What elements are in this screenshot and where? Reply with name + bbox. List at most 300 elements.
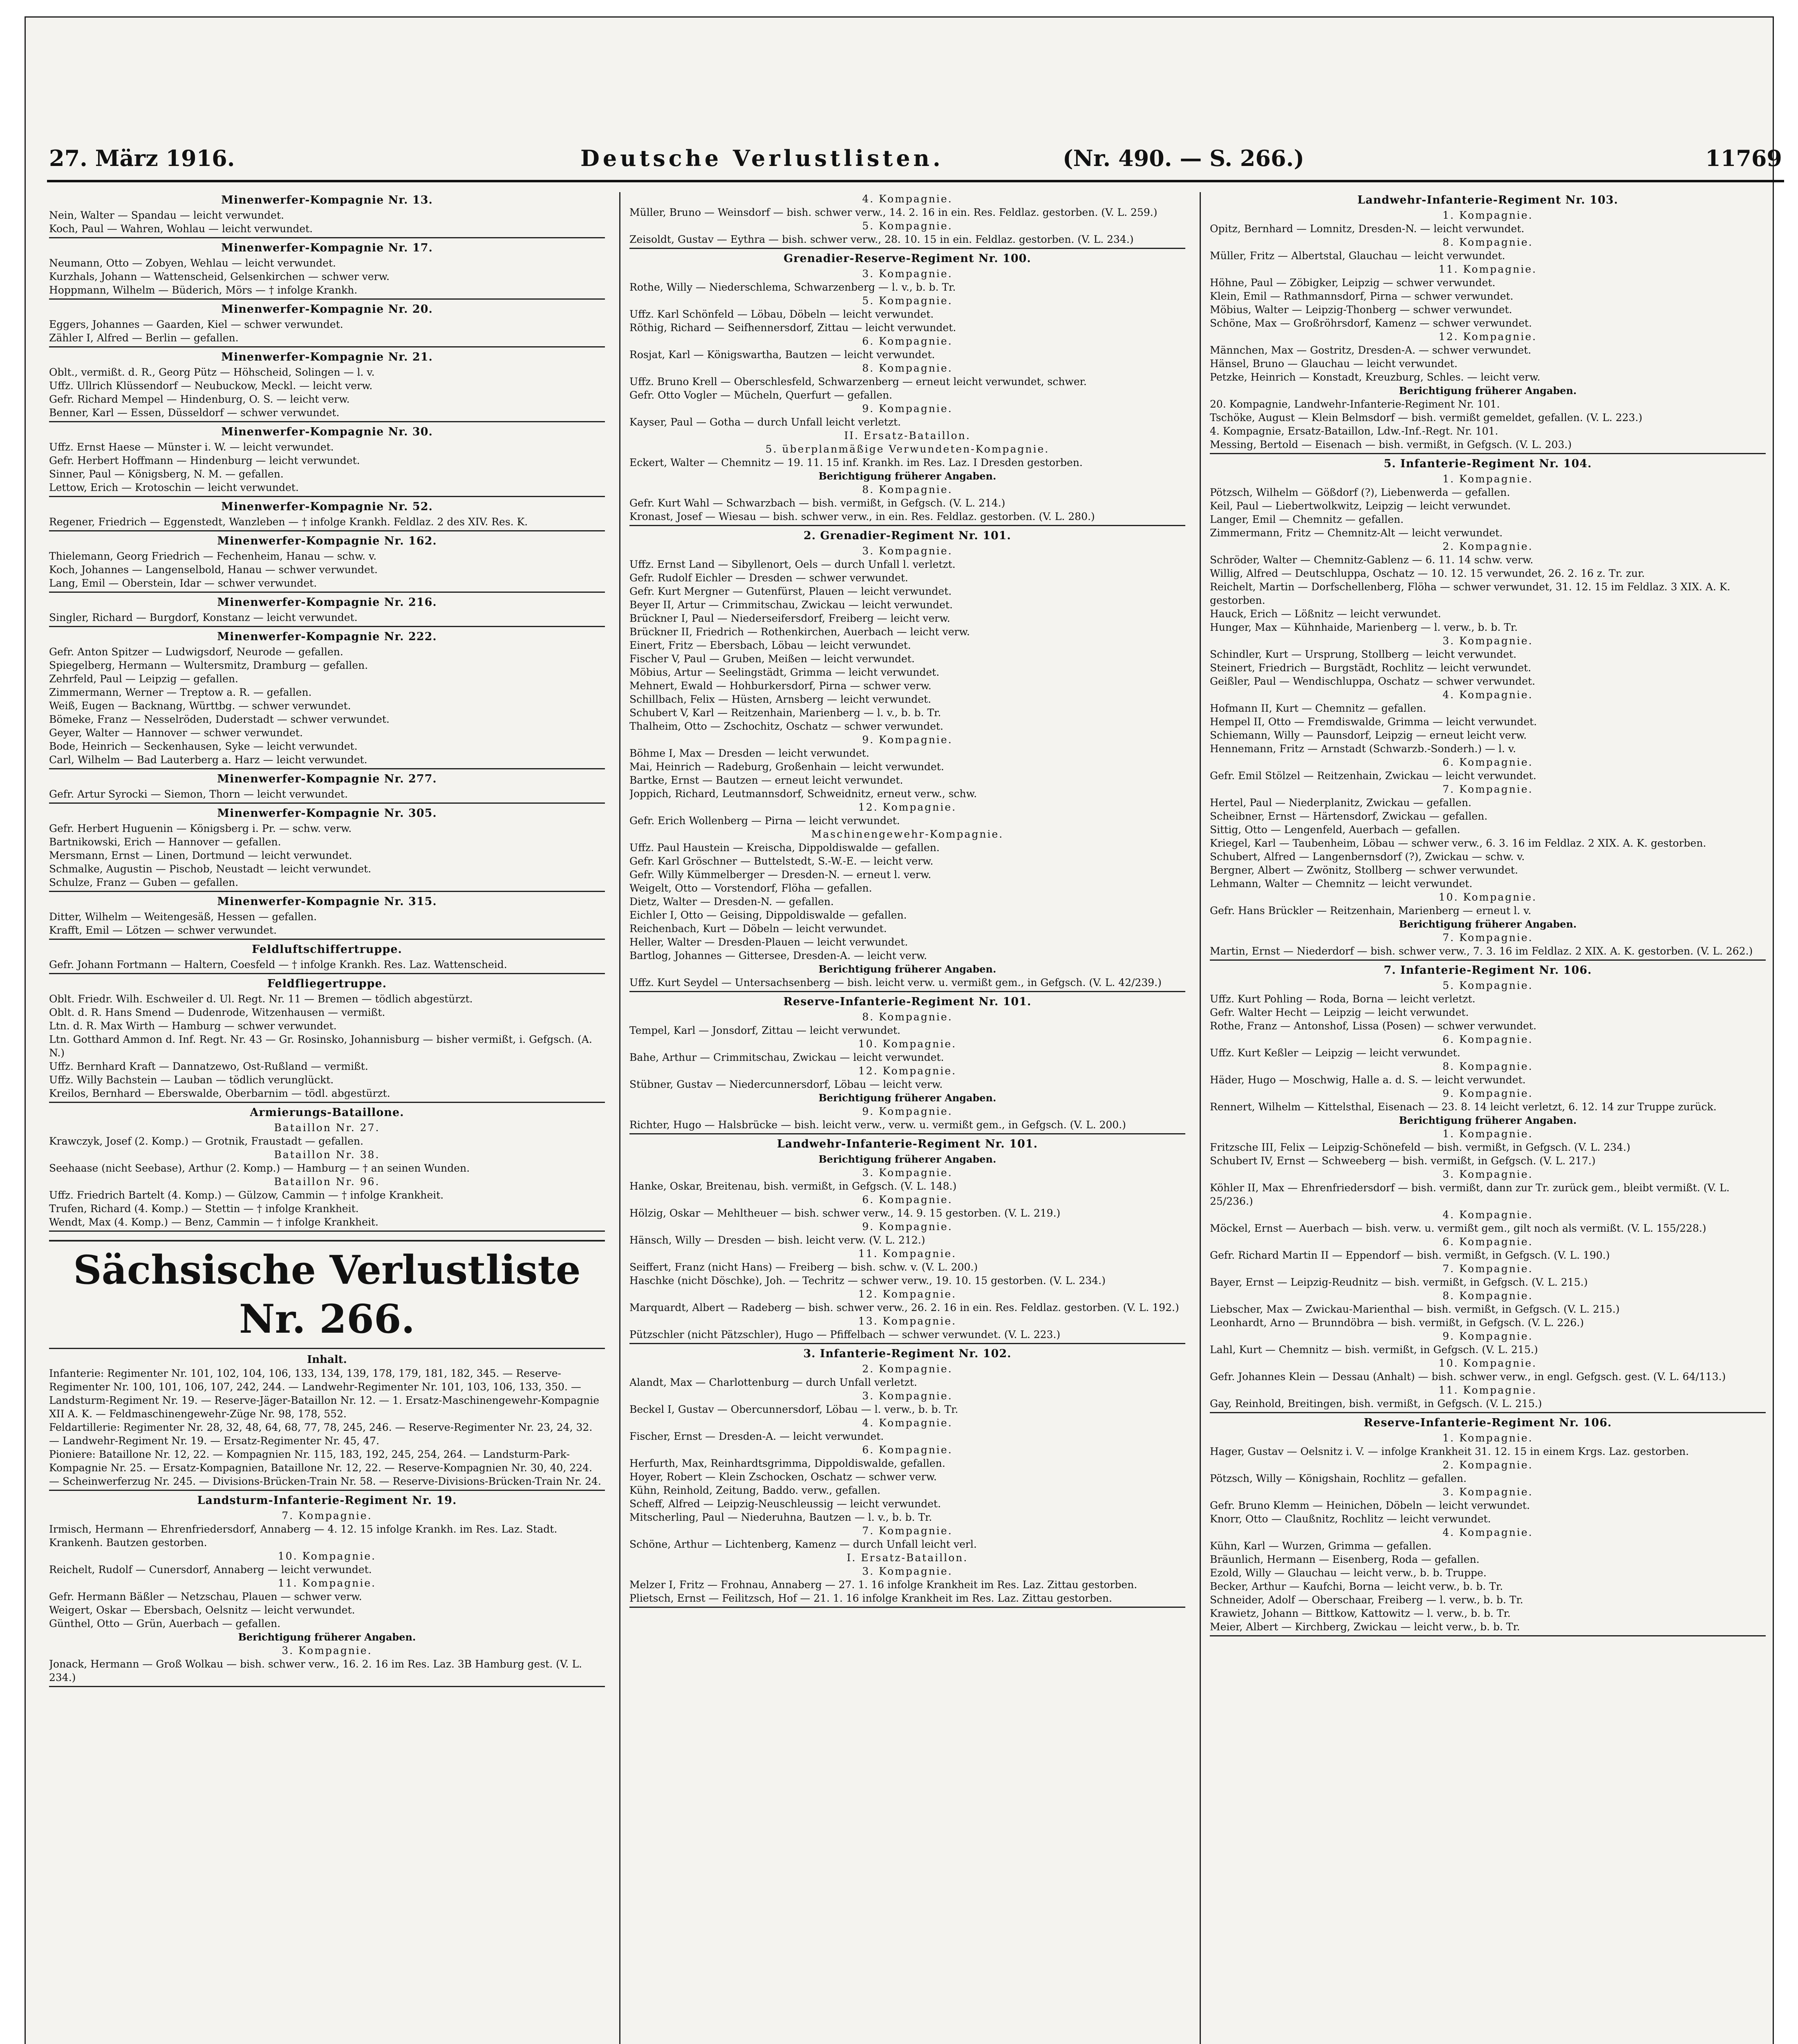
casualty-entry: Plietsch, Ernst — Feilitzsch, Hof — 21. 1. 16 infolge Krankheit im Res. Laz. Zittau gestorben. bbox=[629, 1592, 1112, 1604]
casualty-entry: Hunger, Max — Kühnhaide, Marienberg — l. verw., b. b. Tr. bbox=[1210, 621, 1518, 633]
section-title: Minenwerfer-Kompagnie Nr. 305. bbox=[217, 807, 437, 820]
casualty-entry: Geißler, Paul — Wendischluppa, Oschatz — schwer verwundet. bbox=[1210, 675, 1536, 687]
company-heading: Bataillon Nr. 96. bbox=[274, 1176, 380, 1188]
casualty-entry: Hoppmann, Wilhelm — Büderich, Mörs — † infolge Krankh. bbox=[49, 284, 358, 296]
section-title: 2. Grenadier-Regiment Nr. 101. bbox=[804, 529, 1011, 542]
company-heading: 7. Kompagnie. bbox=[1442, 1263, 1533, 1275]
company-heading: 10. Kompagnie. bbox=[278, 1550, 376, 1562]
casualty-section bbox=[49, 1353, 605, 1491]
casualty-entry: Nein, Walter — Spandau — leicht verwundet. bbox=[49, 209, 284, 221]
casualty-entry: Krafft, Emil — Lötzen — schwer verwundet. bbox=[49, 924, 277, 936]
casualty-entry: Marquardt, Albert — Radeberg — bish. schwer verw., 26. 2. 16 in ein. Res. Feldlaz. gestorben. (V. L. 192.) bbox=[629, 1302, 1179, 1313]
casualty-entry: Willig, Alfred — Deutschluppa, Oschatz — 10. 12. 15 verwundet, 26. 2. 16 z. Tr. zur. bbox=[1210, 567, 1645, 579]
casualty-entry: Männchen, Max — Gostritz, Dresden-A. — schwer verwundet. bbox=[1210, 344, 1532, 356]
casualty-entry: Uffz. Bruno Krell — Oberschlesfeld, Schwarzenberg — erneut leicht verwundet, schwer. bbox=[629, 376, 1087, 388]
casualty-entry: Oblt., vermißt. d. R., Georg Pütz — Höhscheid, Solingen — l. v. bbox=[49, 366, 375, 378]
casualty-entry: Kriegel, Karl — Taubenheim, Löbau — schwer verw., 6. 3. 16 im Feldlaz. 2 XIX. A. K. gestorben. bbox=[1210, 837, 1706, 849]
company-heading: 3. Kompagnie. bbox=[1442, 1486, 1533, 1498]
casualty-entry: Hänsch, Willy — Dresden — bish. leicht verw. (V. L. 212.) bbox=[629, 1234, 925, 1246]
company-heading: 4. Kompagnie. bbox=[1442, 1526, 1533, 1538]
company-heading: 8. Kompagnie. bbox=[862, 362, 953, 374]
correction-heading: Berichtigung früherer Angaben. bbox=[818, 470, 996, 482]
casualty-entry: Schöne, Arthur — Lichtenberg, Kamenz — durch Unfall leicht verl. bbox=[629, 1538, 977, 1550]
company-heading: 3. Kompagnie. bbox=[862, 1390, 953, 1402]
company-heading: 13. Kompagnie. bbox=[858, 1315, 957, 1327]
casualty-entry: Neumann, Otto — Zobyen, Wehlau — leicht verwundet. bbox=[49, 257, 336, 269]
casualty-entry: Trufen, Richard (4. Komp.) — Stettin — † infolge Krankheit. bbox=[49, 1203, 359, 1215]
casualty-entry: Jonack, Hermann — Groß Wolkau — bish. schwer verw., 16. 2. 16 im Res. Laz. 3B Hamburg gest. (V. L. 234.) bbox=[49, 1658, 585, 1683]
casualty-entry: Fischer V, Paul — Gruben, Meißen — leicht verwundet. bbox=[629, 653, 915, 665]
company-heading: 8. Kompagnie. bbox=[862, 1011, 953, 1023]
casualty-entry: Lettow, Erich — Krotoschin — leicht verwundet. bbox=[49, 482, 299, 493]
company-heading: 3. Kompagnie. bbox=[862, 545, 953, 557]
casualty-entry: Bartke, Ernst — Bautzen — erneut leicht verwundet. bbox=[629, 774, 903, 786]
casualty-entry: Sinner, Paul — Königsberg, N. M. — gefallen. bbox=[49, 468, 284, 480]
casualty-entry: Gefr. Karl Gröschner — Buttelstedt, S.-W.-E. — leicht verw. bbox=[629, 855, 934, 867]
casualty-entry: Heller, Walter — Dresden-Plauen — leicht verwundet. bbox=[629, 936, 908, 948]
header-rule bbox=[47, 180, 1784, 182]
casualty-entry: Lahl, Kurt — Chemnitz — bish. vermißt, in Gefgsch. (V. L. 215.) bbox=[1210, 1344, 1538, 1356]
section-title: Feldfliegertruppe. bbox=[267, 977, 387, 990]
casualty-entry: Pützschler (nicht Pätzschler), Hugo — Pfiffelbach — schwer verwundet. (V. L. 223.) bbox=[629, 1329, 1061, 1340]
casualty-entry: Fischer, Ernst — Dresden-A. — leicht verwundet. bbox=[629, 1430, 884, 1442]
company-heading: 4. Kompagnie. bbox=[862, 193, 953, 205]
column-1 bbox=[49, 192, 605, 2044]
header-date: 27. März 1916. bbox=[49, 145, 235, 171]
casualty-entry: Ezold, Willy — Glauchau — leicht verw., b. b. Truppe. bbox=[1210, 1567, 1487, 1579]
casualty-entry: Einert, Fritz — Ebersbach, Löbau — leicht verwundet. bbox=[629, 639, 911, 651]
casualty-entry: Schneider, Adolf — Oberschaar, Freiberg — l. verw., b. b. Tr. bbox=[1210, 1594, 1523, 1606]
casualty-entry: Möbius, Walter — Leipzig-Thonberg — schwer verwundet. bbox=[1210, 304, 1512, 316]
casualty-entry: Tschöke, August — Klein Belmsdorf — bish. vermißt gemeldet, gefallen. (V. L. 223.) bbox=[1210, 412, 1643, 424]
casualty-entry: Röthig, Richard — Seifhennersdorf, Zittau — leicht verwundet. bbox=[629, 322, 956, 334]
casualty-entry: Stübner, Gustav — Niedercunnersdorf, Löbau — leicht verw. bbox=[629, 1078, 943, 1090]
casualty-entry: Infanterie: Regimenter Nr. 101, 102, 104, 106, 133, 134, 139, 178, 179, 181, 182, 345. — Reserve-Regimenter Nr. 100, 101, 106, 107, 242, 244. — Landwehr-Regimenter Nr. 101, 103, 106, 133, 350. — Landsturm-Regiment Nr. 19. — Reserve-Jäger-Bataillon Nr. 12. — 1. Ersatz-Maschinengewehr-Kompagnie XII A. K. — Feldmaschinengewehr-Züge Nr. 98, 178, 552. bbox=[49, 1367, 602, 1420]
casualty-entry: Brückner II, Friedrich — Rothenkirchen, Auerbach — leicht verw. bbox=[629, 626, 970, 638]
company-heading: 6. Kompagnie. bbox=[862, 1444, 953, 1456]
company-heading: 8. Kompagnie. bbox=[1442, 1060, 1533, 1072]
casualty-entry: Pötzsch, Wilhelm — Gößdorf (?), Liebenwerda — gefallen. bbox=[1210, 486, 1510, 498]
casualty-entry: Hauck, Erich — Lößnitz — leicht verwundet. bbox=[1210, 608, 1441, 620]
casualty-entry: Gefr. Hans Brückler — Reitzenhain, Marienberg — erneut l. v. bbox=[1210, 905, 1532, 917]
section-title: 3. Infanterie-Regiment Nr. 102. bbox=[803, 1347, 1012, 1360]
section-title: 7. Infanterie-Regiment Nr. 106. bbox=[1384, 964, 1592, 977]
casualty-entry: Schubert, Alfred — Langenbernsdorf (?), Zwickau — schw. v. bbox=[1210, 851, 1525, 863]
casualty-entry: Beckel I, Gustav — Obercunnersdorf, Löbau — l. verw., b. b. Tr. bbox=[629, 1403, 958, 1415]
casualty-entry: Gefr. Willy Kümmelberger — Dresden-N. — erneut l. verw. bbox=[629, 869, 931, 881]
casualty-entry: Sittig, Otto — Lengenfeld, Auerbach — gefallen. bbox=[1210, 824, 1460, 836]
casualty-entry: Beyer II, Artur — Crimmitschau, Zwickau — leicht verwundet. bbox=[629, 599, 953, 611]
casualty-entry: Pötzsch, Willy — Königshain, Rochlitz — gefallen. bbox=[1210, 1472, 1467, 1484]
casualty-entry: Klein, Emil — Rathmannsdorf, Pirna — schwer verwundet. bbox=[1210, 290, 1514, 302]
casualty-entry: Oblt. d. R. Hans Smend — Dudenrode, Witzenhausen — vermißt. bbox=[49, 1006, 385, 1018]
casualty-entry: Thalheim, Otto — Zschochitz, Oschatz — schwer verwundet. bbox=[629, 720, 943, 732]
casualty-entry: Gefr. Anton Spitzer — Ludwigsdorf, Neurode — gefallen. bbox=[49, 646, 343, 658]
casualty-entry: Uffz. Ullrich Klüssendorf — Neubuckow, Meckl. — leicht verw. bbox=[49, 380, 373, 392]
casualty-entry: Gefr. Johann Fortmann — Haltern, Coesfeld — † infolge Krankh. Res. Laz. Wattenscheid. bbox=[49, 959, 507, 970]
casualty-entry: Dietz, Walter — Dresden-N. — gefallen. bbox=[629, 896, 834, 908]
casualty-entry: Spiegelberg, Hermann — Wultersmitz, Dramburg — gefallen. bbox=[49, 659, 368, 671]
casualty-entry: Keil, Paul — Liebertwolkwitz, Leipzig — leicht verwundet. bbox=[1210, 500, 1511, 512]
casualty-entry: Alandt, Max — Charlottenburg — durch Unfall verletzt. bbox=[629, 1376, 917, 1388]
casualty-entry: Regener, Friedrich — Eggenstedt, Wanzleben — † infolge Krankh. Feldlaz. 2 des XIV. Res. K. bbox=[49, 516, 528, 528]
casualty-entry: Zeisoldt, Gustav — Eythra — bish. schwer verw., 28. 10. 15 in ein. Feldlaz. gestorben. (V. L. 234.) bbox=[629, 233, 1134, 245]
casualty-entry: Gefr. Kurt Mergner — Gutenfürst, Plauen — leicht verwundet. bbox=[629, 585, 952, 597]
casualty-entry: Joppich, Richard, Leutmannsdorf, Schweidnitz, erneut verw., schw. bbox=[629, 788, 977, 800]
casualty-entry: Ltn. Gotthard Ammon d. Inf. Regt. Nr. 43 — Gr. Rosinsko, Johannisburg — bisher vermißt, i. Gefgsch. (A. N.) bbox=[49, 1033, 596, 1059]
casualty-entry: Hölzig, Oskar — Mehltheuer — bish. schwer verw., 14. 9. 15 gestorben. (V. L. 219.) bbox=[629, 1207, 1061, 1219]
company-heading: 6. Kompagnie. bbox=[1442, 1236, 1533, 1248]
section-title: Landwehr-Infanterie-Regiment Nr. 103. bbox=[1357, 194, 1618, 206]
correction-heading: Berichtigung früherer Angaben. bbox=[1399, 918, 1577, 930]
casualty-section bbox=[49, 630, 605, 769]
casualty-entry: Messing, Bertold — Eisenach — bish. vermißt, in Gefgsch. (V. L. 203.) bbox=[1210, 439, 1572, 450]
casualty-entry: Bartlog, Johannes — Gittersee, Dresden-A. — leicht verw. bbox=[629, 950, 927, 961]
casualty-entry: Wendt, Max (4. Komp.) — Benz, Cammin — † infolge Krankheit. bbox=[49, 1216, 378, 1228]
company-heading: 6. Kompagnie. bbox=[862, 1194, 953, 1206]
casualty-entry: Hager, Gustav — Oelsnitz i. V. — infolge Krankheit 31. 12. 15 in einem Krgs. Laz. gestorben. bbox=[1210, 1446, 1689, 1457]
casualty-section bbox=[49, 500, 605, 531]
company-heading: 11. Kompagnie. bbox=[858, 1248, 957, 1260]
section-title: Minenwerfer-Kompagnie Nr. 17. bbox=[221, 242, 433, 254]
section-title: Minenwerfer-Kompagnie Nr. 277. bbox=[217, 773, 437, 785]
casualty-entry: Bartnikowski, Erich — Hannover — gefallen. bbox=[49, 836, 281, 848]
casualty-section bbox=[49, 534, 605, 593]
company-heading: 11. Kompagnie. bbox=[278, 1577, 376, 1589]
casualty-entry: Opitz, Bernhard — Lomnitz, Dresden-N. — leicht verwundet. bbox=[1210, 223, 1525, 235]
casualty-entry: Gefr. Otto Vogler — Mücheln, Querfurt — gefallen. bbox=[629, 389, 893, 401]
column-divider bbox=[619, 192, 620, 2044]
casualty-entry: Uffz. Willy Bachstein — Lauban — tödlich verunglückt. bbox=[49, 1074, 334, 1086]
casualty-entry: Gefr. Kurt Wahl — Schwarzbach — bish. vermißt, in Gefgsch. (V. L. 214.) bbox=[629, 497, 1005, 509]
company-heading: 9. Kompagnie. bbox=[1442, 1330, 1533, 1342]
casualty-entry: Hertel, Paul — Niederplanitz, Zwickau — gefallen. bbox=[1210, 797, 1472, 809]
casualty-entry: Herfurth, Max, Reinhardtsgrimma, Dippoldiswalde, gefallen. bbox=[629, 1457, 945, 1469]
section-title: Reserve-Infanterie-Regiment Nr. 106. bbox=[1364, 1416, 1612, 1429]
company-heading: 8. Kompagnie. bbox=[1442, 236, 1533, 248]
company-heading: 12. Kompagnie. bbox=[858, 1065, 957, 1077]
company-heading: 7. Kompagnie. bbox=[1442, 783, 1533, 795]
casualty-entry: Singler, Richard — Burgdorf, Konstanz — leicht verwundet. bbox=[49, 612, 358, 623]
company-heading: Bataillon Nr. 38. bbox=[274, 1149, 380, 1161]
column-3 bbox=[1210, 192, 1766, 2044]
casualty-entry: Eichler I, Otto — Geising, Dippoldiswalde — gefallen. bbox=[629, 909, 907, 921]
casualty-entry: Möbius, Artur — Seelingstädt, Grimma — leicht verwundet. bbox=[629, 666, 940, 678]
casualty-entry: Schillbach, Felix — Hüsten, Arnsberg — leicht verwundet. bbox=[629, 693, 931, 705]
section-title: Armierungs-Bataillone. bbox=[250, 1106, 404, 1119]
casualty-section bbox=[49, 894, 605, 940]
casualty-entry: Gefr. Richard Martin II — Eppendorf — bish. vermißt, in Gefgsch. (V. L. 190.) bbox=[1210, 1249, 1610, 1261]
casualty-section bbox=[1210, 193, 1766, 454]
casualty-entry: Feldartillerie: Regimenter Nr. 28, 32, 48, 64, 68, 77, 78, 245, 246. — Reserve-Regimenter Nr. 23, 24, 32. — Landwehr-Regiment Nr. 19. — Ersatz-Regimenter Nr. 45, 47. bbox=[49, 1421, 596, 1447]
casualty-section bbox=[1210, 1416, 1766, 1636]
casualty-entry: Krawietz, Johann — Bittkow, Kattowitz — l. verw., b. b. Tr. bbox=[1210, 1607, 1511, 1619]
casualty-entry: Lehmann, Walter — Chemnitz — leicht verwundet. bbox=[1210, 878, 1473, 890]
casualty-entry: Bömeke, Franz — Nesselröden, Duderstadt — schwer verwundet. bbox=[49, 713, 390, 725]
company-heading: Bataillon Nr. 27. bbox=[274, 1122, 380, 1134]
casualty-entry: Mitscherling, Paul — Niederuhna, Bautzen — l. v., b. b. Tr. bbox=[629, 1511, 932, 1523]
casualty-entry: Zimmermann, Fritz — Chemnitz-Alt — leicht verwundet. bbox=[1210, 527, 1503, 539]
section-title: Grenadier-Reserve-Regiment Nr. 100. bbox=[784, 252, 1031, 265]
company-heading: 11. Kompagnie. bbox=[1438, 1384, 1537, 1396]
casualty-entry: Uffz. Bernhard Kraft — Dannatzewo, Ost-Rußland — vermißt. bbox=[49, 1060, 368, 1072]
casualty-entry: Köhler II, Max — Ehrenfriedersdorf — bish. vermißt, dann zur Tr. zurück gem., bleibt vermißt. (V. L. 25/236.) bbox=[1210, 1182, 1733, 1207]
casualty-entry: Becker, Arthur — Kaufchi, Borna — leicht verw., b. b. Tr. bbox=[1210, 1580, 1503, 1592]
casualty-section bbox=[49, 806, 605, 892]
casualty-entry: Gefr. Herbert Hoffmann — Hindenburg — leicht verwundet. bbox=[49, 455, 360, 466]
section-title: Minenwerfer-Kompagnie Nr. 222. bbox=[217, 630, 437, 643]
correction-heading: Berichtigung früherer Angaben. bbox=[238, 1631, 416, 1643]
casualty-entry: Uffz. Karl Schönfeld — Löbau, Döbeln — leicht verwundet. bbox=[629, 308, 934, 320]
casualty-entry: Pioniere: Bataillone Nr. 12, 22. — Kompagnien Nr. 115, 183, 192, 245, 254, 264. — Landsturm-Park-Kompagnie Nr. 25. — Ersatz-Kompagnien, Bataillone Nr. 12, 22. — Reserve-Kompagnien Nr. 30, 40, 224. — Scheinwerferzug Nr. 245. — Divisions-Brücken-Train Nr. 58. — Reserve-Divisions-Brücken-Train Nr. 24. bbox=[49, 1448, 601, 1487]
company-heading: 4. Kompagnie. bbox=[862, 1417, 953, 1429]
casualty-entry: Hennemann, Fritz — Arnstadt (Schwarzb.-Sonderh.) — l. v. bbox=[1210, 743, 1516, 755]
header-title: Deutsche Verlustlisten. bbox=[580, 145, 944, 171]
casualty-entry: Martin, Ernst — Niederdorf — bish. schwer verw., 7. 3. 16 im Feldlaz. 2 XIX. A. K. gestorben. (V. L. 262.) bbox=[1210, 945, 1753, 957]
casualty-entry: Seehaase (nicht Seebase), Arthur (2. Komp.) — Hamburg — † an seinen Wunden. bbox=[49, 1162, 470, 1174]
casualty-entry: Rothe, Franz — Antonshof, Lissa (Posen) — schwer verwundet. bbox=[1210, 1020, 1537, 1032]
casualty-entry: Ditter, Wilhelm — Weitengesäß, Hessen — gefallen. bbox=[49, 911, 317, 923]
casualty-entry: Knorr, Otto — Claußnitz, Rochlitz — leicht verwundet. bbox=[1210, 1513, 1491, 1525]
company-heading: 5. überplanmäßige Verwundeten-Kompagnie. bbox=[765, 443, 1050, 455]
casualty-section bbox=[629, 1347, 1185, 1608]
company-heading: 8. Kompagnie. bbox=[1442, 1290, 1533, 1302]
casualty-entry: Ltn. d. R. Max Wirth — Hamburg — schwer verwundet. bbox=[49, 1020, 337, 1032]
company-heading: 6. Kompagnie. bbox=[1442, 1033, 1533, 1045]
casualty-entry: Zehrfeld, Paul — Leipzig — gefallen. bbox=[49, 673, 239, 685]
casualty-section bbox=[629, 192, 1185, 249]
casualty-entry: Günthel, Otto — Grün, Auerbach — gefallen. bbox=[49, 1618, 281, 1629]
casualty-entry: Melzer I, Fritz — Frohnau, Annaberg — 27. 1. 16 infolge Krankheit im Res. Laz. Zittau gestorben. bbox=[629, 1579, 1137, 1591]
casualty-entry: Gefr. Hermann Bäßler — Netzschau, Plauen — schwer verw. bbox=[49, 1591, 362, 1602]
casualty-entry: Uffz. Ernst Land — Sibyllenort, Oels — durch Unfall l. verletzt. bbox=[629, 558, 956, 570]
company-heading: 1. Kompagnie. bbox=[1442, 1128, 1533, 1140]
list-title: Sächsische Verlustliste Nr. 266. bbox=[49, 1240, 605, 1349]
casualty-entry: Zähler I, Alfred — Berlin — gefallen. bbox=[49, 332, 239, 344]
section-title: Feldluftschiffertruppe. bbox=[252, 943, 402, 956]
casualty-entry: Fritzsche III, Felix — Leipzig-Schönefeld — bish. vermißt, in Gefgsch. (V. L. 234.) bbox=[1210, 1141, 1630, 1153]
casualty-section bbox=[49, 595, 605, 627]
casualty-entry: Brückner I, Paul — Niederseifersdorf, Freiberg — leicht verw. bbox=[629, 612, 950, 624]
column-2 bbox=[629, 192, 1185, 2044]
casualty-entry: Uffz. Friedrich Bartelt (4. Komp.) — Gülzow, Cammin — † infolge Krankheit. bbox=[49, 1189, 444, 1201]
casualty-entry: Schubert IV, Ernst — Schweeberg — bish. vermißt, in Gefgsch. (V. L. 217.) bbox=[1210, 1155, 1596, 1167]
casualty-entry: Leonhardt, Arno — Brunndöbra — bish. vermißt, in Gefgsch. (V. L. 226.) bbox=[1210, 1317, 1584, 1329]
casualty-entry: Krawczyk, Josef (2. Komp.) — Grotnik, Fraustadt — gefallen. bbox=[49, 1135, 364, 1147]
casualty-section bbox=[49, 1493, 605, 1687]
column-divider bbox=[1200, 192, 1201, 2044]
company-heading: Maschinengewehr-Kompagnie. bbox=[811, 828, 1004, 840]
company-heading: II. Ersatz-Bataillon. bbox=[844, 430, 971, 442]
company-heading: 4. Kompagnie. bbox=[1442, 1209, 1533, 1221]
casualty-entry: Eggers, Johannes — Gaarden, Kiel — schwer verwundet. bbox=[49, 318, 343, 330]
casualty-entry: Rennert, Wilhelm — Kittelsthal, Eisenach — 23. 8. 14 leicht verletzt, 6. 12. 14 zur Truppe zurück. bbox=[1210, 1101, 1717, 1113]
casualty-entry: Bode, Heinrich — Seckenhausen, Syke — leicht verwundet. bbox=[49, 740, 358, 752]
casualty-entry: 20. Kompagnie, Landwehr-Infanterie-Regiment Nr. 101. bbox=[1210, 398, 1500, 410]
casualty-entry: Bayer, Ernst — Leipzig-Reudnitz — bish. vermißt, in Gefgsch. (V. L. 215.) bbox=[1210, 1276, 1588, 1288]
casualty-entry: Gefr. Erich Wollenberg — Pirna — leicht verwundet. bbox=[629, 815, 900, 827]
casualty-section bbox=[49, 942, 605, 974]
company-heading: 2. Kompagnie. bbox=[1442, 540, 1533, 552]
casualty-entry: Uffz. Kurt Pohling — Roda, Borna — leicht verletzt. bbox=[1210, 993, 1476, 1005]
company-heading: I. Ersatz-Bataillon. bbox=[846, 1552, 968, 1564]
casualty-entry: Liebscher, Max — Zwickau-Marienthal — bish. vermißt, in Gefgsch. (V. L. 215.) bbox=[1210, 1303, 1620, 1315]
casualty-entry: Häder, Hugo — Moschwig, Halle a. d. S. — leicht verwundet. bbox=[1210, 1074, 1526, 1086]
casualty-entry: Schiemann, Willy — Paunsdorf, Leipzig — erneut leicht verw. bbox=[1210, 729, 1527, 741]
company-heading: 2. Kompagnie. bbox=[1442, 1459, 1533, 1471]
casualty-entry: Geyer, Walter — Hannover — schwer verwundet. bbox=[49, 727, 303, 739]
casualty-section bbox=[49, 302, 605, 347]
casualty-entry: Gefr. Johannes Klein — Dessau (Anhalt) — bish. schwer verw., in engl. Gefgsch. gest. (V. L. 64/113.) bbox=[1210, 1371, 1726, 1383]
casualty-entry: Schubert V, Karl — Reitzenhain, Marienberg — l. v., b. b. Tr. bbox=[629, 707, 941, 719]
correction-heading: Berichtigung früherer Angaben. bbox=[818, 1153, 996, 1165]
casualty-entry: Scheibner, Ernst — Härtensdorf, Zwickau — gefallen. bbox=[1210, 810, 1488, 822]
casualty-entry: Schöne, Max — Großröhrsdorf, Kamenz — schwer verwundet. bbox=[1210, 317, 1532, 329]
casualty-entry: Koch, Paul — Wahren, Wohlau — leicht verwundet. bbox=[49, 223, 313, 235]
casualty-entry: Zimmermann, Werner — Treptow a. R. — gefallen. bbox=[49, 686, 312, 698]
casualty-entry: Möckel, Ernst — Auerbach — bish. verw. u. vermißt gem., gilt noch als vermißt. (V. L. 155/228.) bbox=[1210, 1222, 1706, 1234]
casualty-entry: Kronast, Josef — Wiesau — bish. schwer verw., in ein. Res. Feldlaz. gestorben. (V. L. 280.) bbox=[629, 511, 1095, 522]
casualty-entry: Weiß, Eugen — Backnang, Württbg. — schwer verwundet. bbox=[49, 700, 351, 712]
casualty-entry: Schmalke, Augustin — Pischob, Neustadt — leicht verwundet. bbox=[49, 863, 372, 875]
header-page-number: 11769 bbox=[1705, 145, 1782, 171]
company-heading: 3. Kompagnie. bbox=[862, 268, 953, 280]
casualty-entry: Bräunlich, Hermann — Eisenberg, Roda — gefallen. bbox=[1210, 1553, 1480, 1565]
casualty-entry: Rosjat, Karl — Königswartha, Bautzen — leicht verwundet. bbox=[629, 349, 935, 361]
section-title: Minenwerfer-Kompagnie Nr. 21. bbox=[221, 351, 433, 363]
casualty-entry: Schulze, Franz — Guben — gefallen. bbox=[49, 876, 239, 888]
company-heading: 7. Kompagnie. bbox=[282, 1510, 372, 1522]
casualty-entry: Schindler, Kurt — Ursprung, Stollberg — leicht verwundet. bbox=[1210, 648, 1517, 660]
casualty-entry: Uffz. Kurt Keßler — Leipzig — leicht verwundet. bbox=[1210, 1047, 1460, 1059]
company-heading: 12. Kompagnie. bbox=[858, 801, 957, 813]
section-title: Minenwerfer-Kompagnie Nr. 162. bbox=[217, 535, 437, 547]
casualty-entry: Seiffert, Franz (nicht Hans) — Freiberg — bish. schw. v. (V. L. 200.) bbox=[629, 1261, 978, 1273]
casualty-entry: Uffz. Paul Haustein — Kreischa, Dippoldiswalde — gefallen. bbox=[629, 842, 940, 854]
casualty-section bbox=[49, 1105, 605, 1232]
casualty-section bbox=[49, 193, 605, 238]
company-heading: 1. Kompagnie. bbox=[1442, 209, 1533, 221]
company-heading: 1. Kompagnie. bbox=[1442, 1432, 1533, 1444]
company-heading: 10. Kompagnie. bbox=[1438, 1357, 1537, 1369]
section-title: Landsturm-Infanterie-Regiment Nr. 19. bbox=[197, 1494, 457, 1507]
casualty-section bbox=[49, 350, 605, 422]
correction-heading: Berichtigung früherer Angaben. bbox=[818, 963, 996, 975]
casualty-entry: Bergner, Albert — Zwönitz, Stollberg — schwer verwundet. bbox=[1210, 864, 1518, 876]
casualty-section bbox=[629, 995, 1185, 1134]
casualty-entry: Gefr. Walter Hecht — Leipzig — leicht verwundet. bbox=[1210, 1006, 1469, 1018]
casualty-section bbox=[49, 1240, 605, 1349]
casualty-entry: Gefr. Emil Stölzel — Reitzenhain, Zwickau — leicht verwundet. bbox=[1210, 770, 1536, 782]
casualty-entry: Tempel, Karl — Jonsdorf, Zittau — leicht verwundet. bbox=[629, 1024, 901, 1036]
casualty-entry: Böhme I, Max — Dresden — leicht verwundet. bbox=[629, 747, 869, 759]
casualty-entry: Meier, Albert — Kirchberg, Zwickau — leicht verw., b. b. Tr. bbox=[1210, 1621, 1520, 1633]
company-heading: 6. Kompagnie. bbox=[862, 335, 953, 347]
casualty-section bbox=[1210, 963, 1766, 1413]
company-heading: 7. Kompagnie. bbox=[1442, 932, 1533, 944]
casualty-entry: Reichelt, Martin — Dorfschellenberg, Flöha — schwer verwundet, 31. 12. 15 im Feldlaz. 3 XIX. A. K. gestorben. bbox=[1210, 581, 1734, 606]
company-heading: 3. Kompagnie. bbox=[862, 1167, 953, 1179]
page-header bbox=[49, 145, 1782, 174]
company-heading: 9. Kompagnie. bbox=[862, 403, 953, 415]
company-heading: 4. Kompagnie. bbox=[1442, 689, 1533, 701]
section-title: Minenwerfer-Kompagnie Nr. 315. bbox=[217, 895, 437, 908]
casualty-entry: 4. Kompagnie, Ersatz-Bataillon, Ldw.-Inf.-Regt. Nr. 101. bbox=[1210, 425, 1498, 437]
casualty-entry: Gefr. Richard Mempel — Hindenburg, O. S. — leicht verw. bbox=[49, 393, 350, 405]
company-heading: 6. Kompagnie. bbox=[1442, 756, 1533, 768]
casualty-entry: Uffz. Ernst Haese — Münster i. W. — leicht verwundet. bbox=[49, 441, 334, 453]
casualty-entry: Lang, Emil — Oberstein, Idar — schwer verwundet. bbox=[49, 577, 317, 589]
casualty-entry: Gefr. Rudolf Eichler — Dresden — schwer verwundet. bbox=[629, 572, 908, 584]
casualty-entry: Gefr. Bruno Klemm — Heinichen, Döbeln — leicht verwundet. bbox=[1210, 1499, 1530, 1511]
company-heading: 3. Kompagnie. bbox=[282, 1645, 372, 1656]
casualty-entry: Gay, Reinhold, Breitingen, bish. vermißt, in Gefgsch. (V. L. 215.) bbox=[1210, 1398, 1542, 1410]
casualty-entry: Bahe, Arthur — Crimmitschau, Zwickau — leicht verwundet. bbox=[629, 1051, 944, 1063]
casualty-entry: Richter, Hugo — Halsbrücke — bish. leicht verw., verw. u. vermißt gem., in Gefgsch. (V. L. 200.) bbox=[629, 1119, 1126, 1131]
company-heading: 7. Kompagnie. bbox=[862, 1525, 953, 1537]
section-title: 5. Infanterie-Regiment Nr. 104. bbox=[1384, 457, 1592, 470]
casualty-section bbox=[629, 529, 1185, 992]
casualty-section bbox=[629, 1137, 1185, 1344]
section-title: Minenwerfer-Kompagnie Nr. 20. bbox=[221, 303, 433, 316]
casualty-entry: Höhne, Paul — Zöbigker, Leipzig — schwer verwundet. bbox=[1210, 277, 1496, 289]
casualty-section bbox=[49, 772, 605, 804]
casualty-entry: Kreilos, Bernhard — Eberswalde, Oberbarnim — tödl. abgestürzt. bbox=[49, 1087, 390, 1099]
casualty-entry: Kurzhals, Johann — Wattenscheid, Gelsenkirchen — schwer verw. bbox=[49, 271, 390, 282]
casualty-entry: Steinert, Friedrich — Burgstädt, Rochlitz — leicht verwundet. bbox=[1210, 662, 1532, 674]
correction-heading: Berichtigung früherer Angaben. bbox=[1399, 385, 1577, 397]
company-heading: 3. Kompagnie. bbox=[862, 1565, 953, 1577]
section-title: Minenwerfer-Kompagnie Nr. 13. bbox=[221, 194, 433, 206]
casualty-entry: Scheff, Alfred — Leipzig-Neuschleussig — leicht verwundet. bbox=[629, 1498, 941, 1510]
correction-heading: Berichtigung früherer Angaben. bbox=[1399, 1114, 1577, 1126]
casualty-entry: Rothe, Willy — Niederschlema, Schwarzenberg — l. v., b. b. Tr. bbox=[629, 281, 956, 293]
casualty-entry: Oblt. Friedr. Wilh. Eschweiler d. Ul. Regt. Nr. 11 — Bremen — tödlich abgestürzt. bbox=[49, 993, 473, 1005]
casualty-entry: Irmisch, Hermann — Ehrenfriedersdorf, Annaberg — 4. 12. 15 infolge Krankh. im Res. Laz. Stadt. Krankenh. Bautzen gestorben. bbox=[49, 1523, 561, 1549]
casualty-entry: Kayser, Paul — Gotha — durch Unfall leicht verletzt. bbox=[629, 416, 901, 428]
company-heading: 12. Kompagnie. bbox=[858, 1288, 957, 1300]
casualty-entry: Kühn, Karl — Wurzen, Grimma — gefallen. bbox=[1210, 1540, 1432, 1552]
header-issue-number: (Nr. 490. — S. 266.) bbox=[1063, 145, 1304, 171]
casualty-section bbox=[629, 251, 1185, 526]
casualty-entry: Mai, Heinrich — Radeburg, Großenhain — leicht verwundet. bbox=[629, 761, 944, 773]
casualty-entry: Benner, Karl — Essen, Düsseldorf — schwer verwundet. bbox=[49, 407, 340, 419]
casualty-entry: Weigert, Oskar — Ebersbach, Oelsnitz — leicht verwundet. bbox=[49, 1604, 355, 1616]
casualty-entry: Mehnert, Ewald — Hohburkersdorf, Pirna — schwer verw. bbox=[629, 680, 931, 692]
casualty-section bbox=[1210, 457, 1766, 961]
casualty-section bbox=[49, 241, 605, 300]
company-heading: 3. Kompagnie. bbox=[1442, 1168, 1533, 1180]
company-heading: 2. Kompagnie. bbox=[862, 1363, 953, 1375]
casualty-entry: Müller, Fritz — Albertstal, Glauchau — leicht verwundet. bbox=[1210, 250, 1505, 262]
correction-heading: Berichtigung früherer Angaben. bbox=[818, 1092, 996, 1104]
company-heading: 3. Kompagnie. bbox=[1442, 635, 1533, 647]
section-title: Inhalt. bbox=[307, 1354, 347, 1366]
company-heading: 10. Kompagnie. bbox=[858, 1038, 957, 1050]
casualty-entry: Hanke, Oskar, Breitenau, bish. vermißt, in Gefgsch. (V. L. 148.) bbox=[629, 1180, 957, 1192]
casualty-section bbox=[49, 425, 605, 497]
section-title: Minenwerfer-Kompagnie Nr. 216. bbox=[217, 596, 437, 609]
section-title: Reserve-Infanterie-Regiment Nr. 101. bbox=[783, 995, 1032, 1008]
casualty-entry: Müller, Bruno — Weinsdorf — bish. schwer verw., 14. 2. 16 in ein. Res. Feldlaz. gestorben. (V. L. 259.) bbox=[629, 206, 1158, 218]
company-heading: 9. Kompagnie. bbox=[862, 1105, 953, 1117]
casualty-entry: Gefr. Artur Syrocki — Siemon, Thorn — leicht verwundet. bbox=[49, 788, 348, 800]
casualty-entry: Koch, Johannes — Langenselbold, Hanau — schwer verwundet. bbox=[49, 564, 378, 576]
casualty-entry: Weigelt, Otto — Vorstendorf, Flöha — gefallen. bbox=[629, 882, 872, 894]
casualty-entry: Reichenbach, Kurt — Döbeln — leicht verwundet. bbox=[629, 923, 887, 935]
casualty-entry: Mersmann, Ernst — Linen, Dortmund — leicht verwundet. bbox=[49, 849, 352, 861]
company-heading: 9. Kompagnie. bbox=[862, 1221, 953, 1233]
